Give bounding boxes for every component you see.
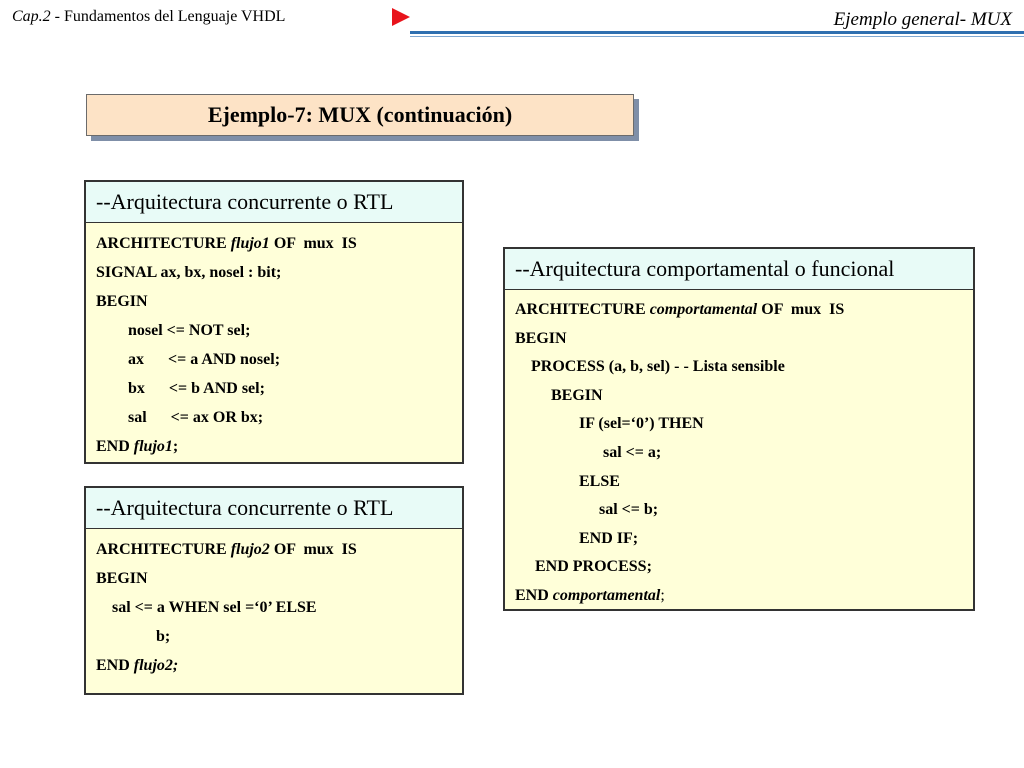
panel-heading: --Arquitectura concurrente o RTL — [86, 182, 462, 223]
code-line: IF (sel=‘0’) THEN — [515, 415, 704, 433]
section-title: Ejemplo general- MUX — [833, 9, 1012, 30]
keyword: ARCHITECTURE — [96, 541, 231, 558]
code-line: b; — [96, 628, 171, 645]
code-line: BEGIN — [515, 386, 603, 404]
panel-flujo2 — [84, 486, 464, 695]
code-line: sal <= a; — [515, 443, 662, 461]
chapter-header — [12, 8, 285, 26]
keyword: END — [515, 586, 553, 604]
chapter-subtitle: - Fundamentos del Lenguaje VHDL — [50, 8, 286, 25]
arch-name: comportamental — [552, 586, 661, 604]
arch-name: flujo1 — [230, 235, 270, 252]
panel-heading: --Arquitectura concurrente o RTL — [86, 488, 462, 529]
code-line: ax <= a AND nosel; — [96, 351, 281, 368]
play-arrow-icon[interactable] — [392, 8, 410, 26]
arch-name: comportamental — [649, 301, 758, 318]
arch-name: flujo1 — [133, 438, 173, 455]
arch-name: flujo2 — [230, 541, 270, 558]
keyword: ARCHITECTURE — [96, 235, 231, 252]
keyword: END — [96, 657, 134, 674]
code-block — [86, 223, 462, 467]
code-line: bx <= b AND sel; — [96, 380, 265, 397]
panel-flujo1 — [84, 180, 464, 464]
punct: ; — [172, 438, 179, 455]
code-line: BEGIN — [515, 329, 567, 347]
arch-name: flujo2; — [133, 657, 179, 674]
code-line: SIGNAL ax, bx, nosel : bit; — [96, 264, 282, 281]
header-rule-thin — [410, 36, 1024, 37]
code-line: sal <= a WHEN sel =‘0’ ELSE — [96, 599, 317, 616]
keyword: OF mux IS — [269, 541, 357, 558]
panel-comportamental — [503, 247, 975, 611]
code-line — [96, 229, 452, 258]
keyword: OF mux IS — [269, 235, 357, 252]
code-line: sal <= b; — [515, 501, 659, 519]
code-line: BEGIN — [96, 293, 148, 310]
slide-title: Ejemplo-7: MUX (continuación) — [86, 94, 634, 136]
panel-heading: --Arquitectura comportamental o funcional — [505, 249, 973, 290]
keyword: OF mux IS — [757, 301, 845, 318]
code-line — [96, 535, 452, 564]
keyword: END — [96, 438, 134, 455]
header-rule — [410, 31, 1024, 34]
code-line — [96, 432, 452, 461]
code-line: BEGIN — [96, 570, 148, 587]
code-line — [515, 582, 963, 611]
code-block — [86, 529, 462, 686]
code-line: PROCESS (a, b, sel) - - Lista sensible — [515, 358, 785, 376]
code-line: sal <= ax OR bx; — [96, 409, 264, 426]
code-line: ELSE — [515, 472, 620, 490]
code-line: END PROCESS; — [515, 558, 652, 576]
code-line — [515, 296, 963, 325]
keyword: ARCHITECTURE — [515, 301, 650, 318]
chapter-label: Cap.2 — [12, 8, 51, 25]
punct: ; — [660, 586, 665, 604]
code-line — [96, 651, 452, 680]
code-line: END IF; — [515, 529, 639, 547]
code-block — [505, 290, 973, 617]
code-line: nosel <= NOT sel; — [96, 322, 251, 339]
